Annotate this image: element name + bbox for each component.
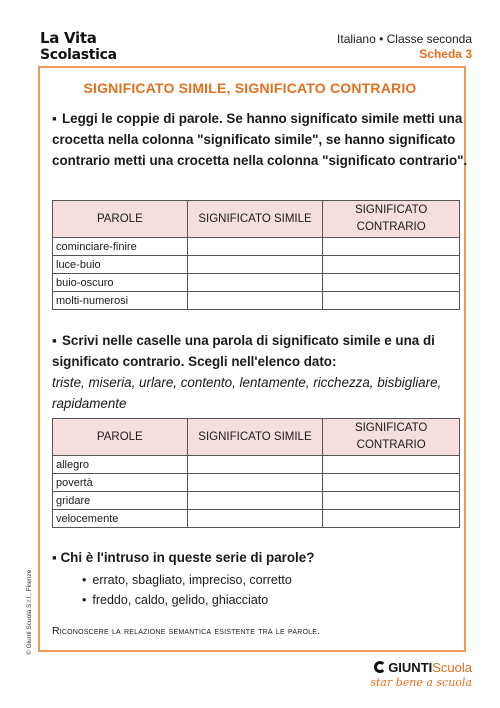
giunti-logo-icon bbox=[374, 661, 386, 673]
publisher-brand bbox=[370, 660, 472, 689]
word-pair-cell: molti-numerosi bbox=[53, 292, 188, 310]
exercise1-instruction-block bbox=[52, 108, 472, 171]
table-row bbox=[53, 238, 460, 256]
col-header-simile: SIGNIFICATO SIMILE bbox=[187, 201, 323, 238]
answer-cell-simile[interactable] bbox=[187, 474, 323, 492]
word-pair-cell: buio-oscuro bbox=[53, 274, 188, 292]
exercise2-instruction: Scrivi nelle caselle una parola di significato simile e una di significato contrario. Scegli nell'elenco dato: bbox=[52, 333, 435, 369]
bullet-icon: ▪ bbox=[52, 550, 61, 565]
col-header-simile: SIGNIFICATO SIMILE bbox=[187, 419, 323, 456]
subject-label: Italiano • Classe seconda bbox=[337, 32, 472, 46]
col-header-contrario: SIGNIFICATO CONTRARIO bbox=[323, 419, 460, 456]
table-row bbox=[53, 510, 460, 528]
answer-cell-contrario[interactable] bbox=[323, 474, 460, 492]
publisher-name-light: Scuola bbox=[432, 660, 472, 675]
bullet-icon: ▪ bbox=[52, 333, 57, 348]
table-row bbox=[53, 256, 460, 274]
answer-cell-contrario[interactable] bbox=[323, 238, 460, 256]
answer-cell-simile[interactable] bbox=[187, 238, 323, 256]
list-item[interactable]: • errato, sbagliato, impreciso, corretto bbox=[82, 570, 292, 590]
col-header-contrario: SIGNIFICATO CONTRARIO bbox=[323, 201, 460, 238]
table-row bbox=[53, 474, 460, 492]
exercise1-instruction: Leggi le coppie di parole. Se hanno significato simile metti una crocetta nella colonna "significato simile", se hanno significato contrario metti una crocetta nella colonna "significato contrario". bbox=[52, 111, 468, 168]
logo-line2: Scolastica bbox=[40, 47, 117, 63]
exercise2-table bbox=[52, 418, 460, 528]
copyright-note: © Giunti Scuola S.r.l., Firenze bbox=[26, 569, 33, 655]
col-header-parole: PAROLE bbox=[53, 201, 188, 238]
header-info bbox=[337, 32, 472, 62]
publisher-tagline: star bene a scuola bbox=[370, 676, 472, 689]
word-cell: allegro bbox=[53, 456, 188, 474]
exercise3-instruction: Chi è l'intruso in queste serie di parole? bbox=[60, 550, 315, 565]
answer-cell-contrario[interactable] bbox=[323, 256, 460, 274]
table-row bbox=[53, 274, 460, 292]
answer-cell-simile[interactable] bbox=[187, 492, 323, 510]
exercise3-instruction-block bbox=[52, 550, 314, 565]
word-cell: gridare bbox=[53, 492, 188, 510]
answer-cell-simile[interactable] bbox=[187, 292, 323, 310]
magazine-logo bbox=[40, 30, 117, 64]
publisher-name bbox=[370, 660, 472, 675]
answer-cell-simile[interactable] bbox=[187, 510, 323, 528]
answer-cell-contrario[interactable] bbox=[323, 274, 460, 292]
answer-cell-simile[interactable] bbox=[187, 256, 323, 274]
bullet-icon: ▪ bbox=[52, 111, 57, 126]
worksheet-title: SIGNIFICATO SIMILE, SIGNIFICATO CONTRARIO bbox=[83, 80, 417, 96]
exercise2-instruction-block bbox=[52, 330, 472, 414]
answer-cell-contrario[interactable] bbox=[323, 492, 460, 510]
col-header-parole: PAROLE bbox=[53, 419, 188, 456]
answer-cell-contrario[interactable] bbox=[323, 292, 460, 310]
answer-cell-simile[interactable] bbox=[187, 274, 323, 292]
word-cell: velocemente bbox=[53, 510, 188, 528]
logo-line1: La Vita bbox=[40, 29, 97, 47]
answer-cell-contrario[interactable] bbox=[323, 456, 460, 474]
table-row bbox=[53, 292, 460, 310]
sheet-label: Scheda 3 bbox=[419, 47, 472, 61]
answer-cell-simile[interactable] bbox=[187, 456, 323, 474]
publisher-name-bold: GIUNTI bbox=[388, 660, 433, 675]
table-row bbox=[53, 492, 460, 510]
learning-objective: Riconoscere la relazione semantica esistente tra le parole. bbox=[52, 625, 321, 637]
word-pair-cell: cominciare-finire bbox=[53, 238, 188, 256]
table-row bbox=[53, 456, 460, 474]
word-pair-cell: luce-buio bbox=[53, 256, 188, 274]
exercise1-table bbox=[52, 200, 460, 310]
list-item[interactable]: • freddo, caldo, gelido, ghiacciato bbox=[82, 590, 292, 610]
intruso-list bbox=[82, 570, 292, 610]
word-cell: povertà bbox=[53, 474, 188, 492]
answer-cell-contrario[interactable] bbox=[323, 510, 460, 528]
word-list: triste, miseria, urlare, contento, lentamente, ricchezza, bisbigliare, rapidamente bbox=[52, 375, 442, 411]
